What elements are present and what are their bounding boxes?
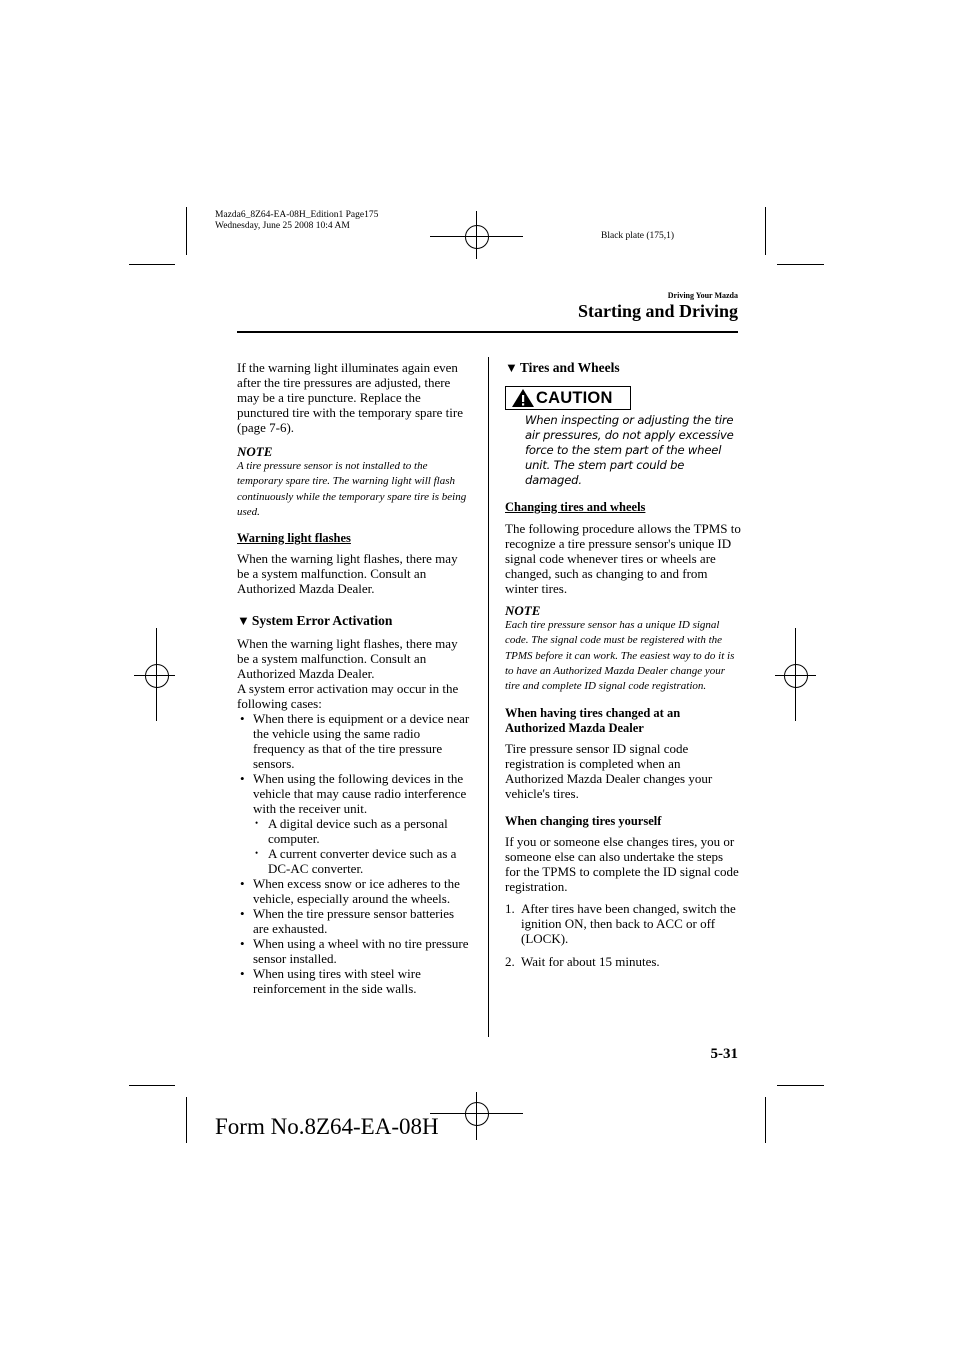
step-item bbox=[505, 954, 741, 969]
caution-box bbox=[505, 386, 631, 410]
left-column bbox=[237, 360, 473, 996]
list-item: • When using tires with steel wire reinforcement in the side walls. bbox=[237, 966, 473, 996]
slug-line-1: Mazda6_8Z64-EA-08H_Edition1 Page175 bbox=[215, 210, 379, 220]
warning-flashes-text: When the warning light flashes, there may be a system malfunction. Consult an Authorized Mazda Dealer. bbox=[237, 551, 458, 597]
step-item bbox=[505, 901, 741, 946]
list-item bbox=[237, 771, 473, 876]
list-item: • When using a wheel with no tire pressure sensor installed. bbox=[237, 936, 473, 966]
self-change-heading: When changing tires yourself bbox=[505, 814, 662, 829]
step-number: 1. bbox=[505, 901, 515, 917]
page-number: 5-31 bbox=[710, 1046, 738, 1062]
system-error-text-2: A system error activation may occur in the following cases: bbox=[237, 681, 459, 712]
right-column bbox=[505, 360, 741, 375]
system-error-list bbox=[237, 711, 473, 996]
plate-label: Black plate (175,1) bbox=[601, 231, 675, 241]
slug-line-2: Wednesday, June 25 2008 10:4 AM bbox=[215, 221, 350, 231]
note-heading: NOTE bbox=[505, 603, 541, 618]
right-column-body bbox=[505, 500, 741, 969]
intro-paragraph: If the warning light illuminates again even after the tire pressures are adjusted, there may be a tire puncture. Replace the punctured tire with the temporary spare tire (page 7-6). bbox=[237, 360, 463, 435]
step-text: After tires have been changed, switch the ignition ON, then back to ACC or off (LOCK). bbox=[521, 901, 736, 947]
list-item: • When there is equipment or a device near the vehicle using the same radio frequency as that of the tire pressure sensors. bbox=[237, 711, 473, 771]
dealer-text: Tire pressure sensor ID signal code registration is completed when an Authorized Mazda Dealer changes your vehicle's tires. bbox=[505, 741, 713, 802]
caution-text: When inspecting or adjusting the tire air pressures, do not apply excessive force to the stem part of the wheel unit. The stem part could be damaged. bbox=[525, 413, 734, 487]
triangle-down-icon: ▼ bbox=[237, 613, 250, 629]
section-label: Driving Your Mazda bbox=[667, 291, 738, 300]
tires-wheels-heading bbox=[505, 360, 741, 375]
sub-list-item: • A current converter device such as a DC-AC converter. bbox=[253, 846, 473, 876]
note-text: A tire pressure sensor is not installed to the temporary spare tire. The warning light will flash continuously while the temporary spare tire is being used. bbox=[237, 460, 467, 518]
system-error-heading bbox=[237, 613, 473, 628]
print-slug bbox=[215, 210, 378, 232]
sub-list bbox=[253, 816, 473, 876]
changing-tires-text: The following procedure allows the TPMS to recognize a tire pressure sensor's unique ID signal code whenever tires or wheels are changed, such as changing to and from winter tires. bbox=[505, 521, 741, 596]
note-text: Each tire pressure sensor has a unique ID signal code. The signal code must be registered with the TPMS before it can work. The easiest way to do it is to have an Authorized Mazda Dealer change your tire and complete ID signal code registration. bbox=[505, 619, 735, 693]
header-rule bbox=[237, 331, 738, 333]
form-number: Form No.8Z64-EA-08H bbox=[215, 1114, 439, 1139]
caution-label: CAUTION bbox=[536, 388, 613, 407]
triangle-down-icon: ▼ bbox=[505, 360, 518, 375]
list-item: • When excess snow or ice adheres to the vehicle, especially around the wheels. bbox=[237, 876, 473, 906]
self-change-text: If you or someone else changes tires, you or someone else can also undertake the steps for the TPMS to complete the ID signal code registration. bbox=[505, 834, 739, 895]
step-number: 2. bbox=[505, 954, 515, 970]
warning-triangle-icon bbox=[510, 387, 536, 409]
system-error-heading-text: System Error Activation bbox=[251, 613, 393, 629]
changing-tires-heading: Changing tires and wheels bbox=[505, 500, 646, 514]
dealer-heading: When having tires changed at an Authorized Mazda Dealer bbox=[505, 706, 681, 736]
list-item: • When the tire pressure sensor batteries are exhausted. bbox=[237, 906, 473, 936]
step-text: Wait for about 15 minutes. bbox=[521, 954, 660, 970]
steps-list bbox=[505, 901, 741, 969]
note-heading: NOTE bbox=[237, 444, 273, 459]
list-item-text: When using the following devices in the vehicle that may cause radio interference with the receiver unit. bbox=[253, 771, 467, 817]
warning-flashes-heading: Warning light flashes bbox=[237, 531, 351, 546]
page-title: Starting and Driving bbox=[577, 301, 738, 321]
tires-wheels-heading-text: Tires and Wheels bbox=[519, 360, 620, 375]
system-error-text-1: When the warning light flashes, there may be a system malfunction. Consult an Authorized Mazda Dealer. bbox=[237, 636, 458, 682]
column-divider bbox=[488, 357, 489, 1037]
sub-list-item: • A digital device such as a personal computer. bbox=[253, 816, 473, 846]
